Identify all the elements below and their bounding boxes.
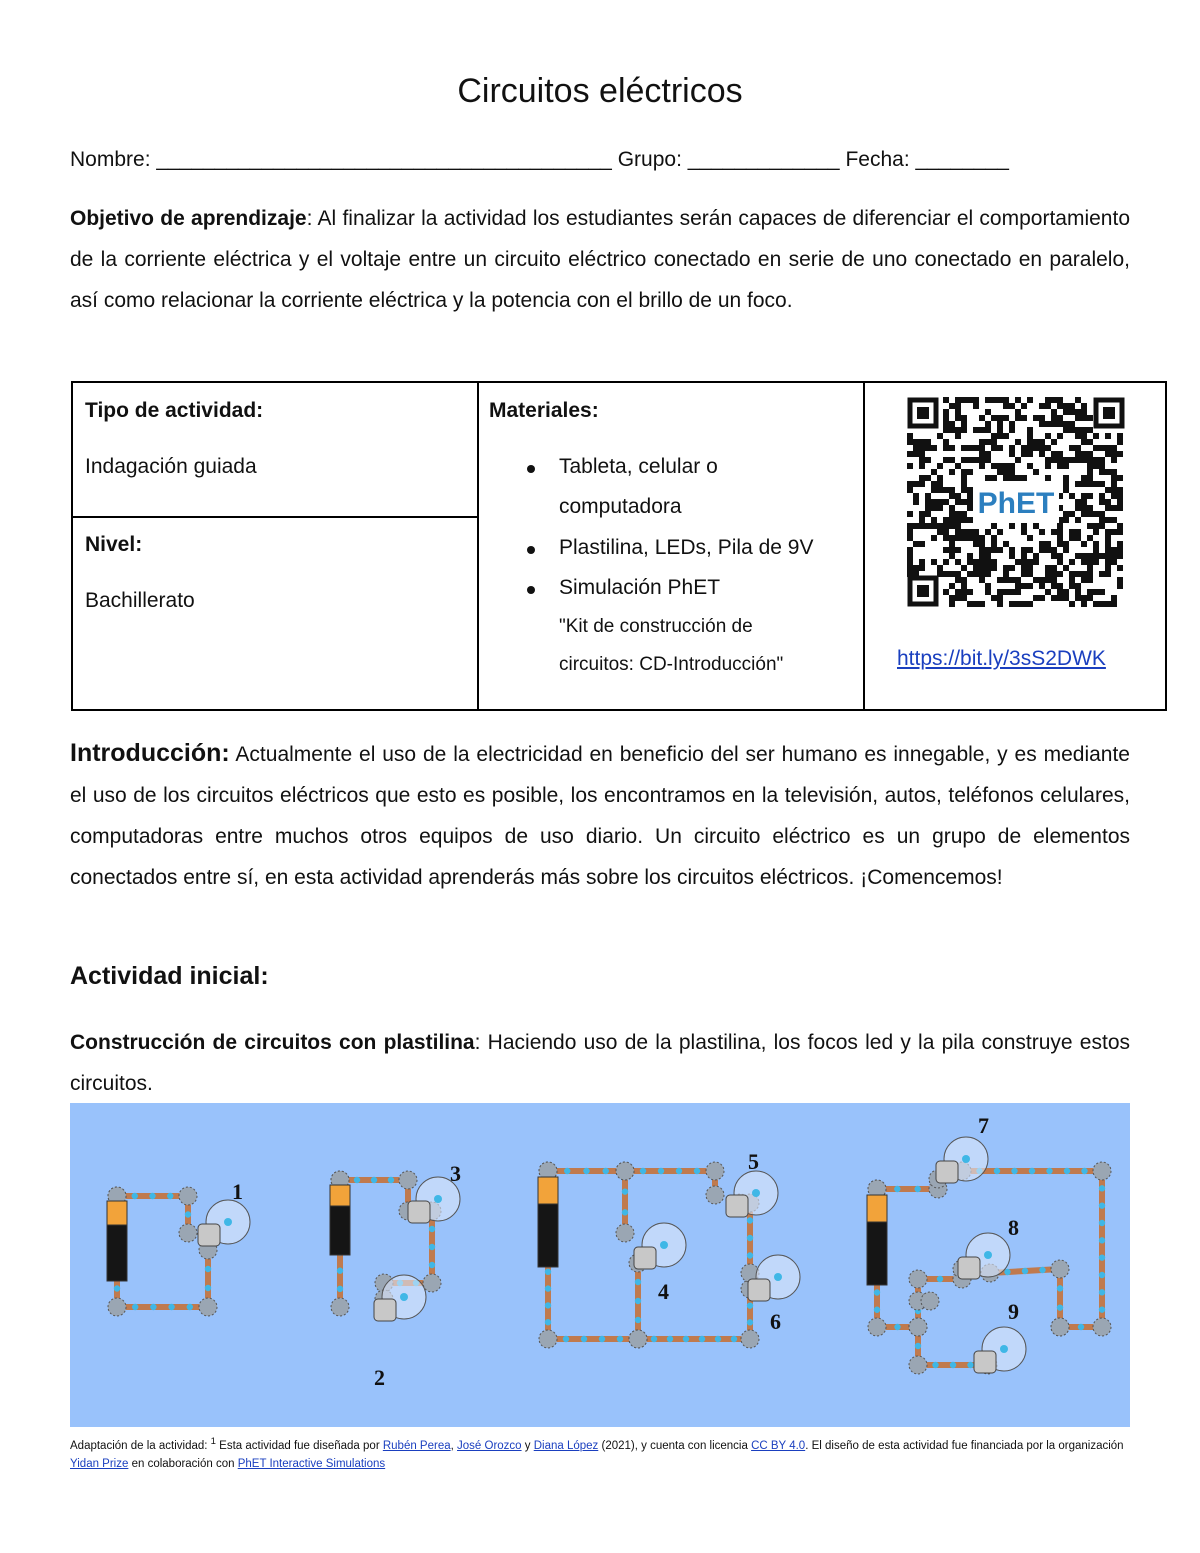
wire-bead — [1099, 1289, 1105, 1295]
junction — [909, 1356, 927, 1374]
bulb-base — [974, 1351, 996, 1373]
bulb-filament — [224, 1218, 232, 1226]
construction-label: Construcción de circuitos con plastilina — [70, 1031, 475, 1054]
wire-bead — [168, 1304, 174, 1310]
student-info-line — [70, 148, 1009, 172]
credit-text: y — [521, 1439, 534, 1452]
intro-text: Actualmente el uso de la electricidad en beneficio del ser humano es innegable, y es mediante el uso de los circuitos eléctricos que esto es posible, los encontramos en la televisión, autos, teléfonos celulares, computadoras entre muchos otros equipos de uso diario. Un circuito eléctrico es un grupo de elementos conectados entre sí, en esta actividad aprenderás más sobre los circuitos eléctricos. ¡Comencemos! — [70, 743, 1130, 889]
junction — [616, 1162, 634, 1180]
junction — [921, 1292, 939, 1310]
wire-bead — [731, 1336, 737, 1342]
group-label: Grupo: — [617, 148, 682, 171]
circuit-label: 3 — [450, 1161, 461, 1186]
bulb-base — [958, 1257, 980, 1279]
junction — [331, 1298, 349, 1316]
circuit-label: 1 — [232, 1179, 243, 1204]
author-link[interactable]: Diana López — [533, 1439, 599, 1452]
wire-bead — [967, 1362, 973, 1368]
wire-bead — [545, 1319, 551, 1325]
bulb-filament — [400, 1293, 408, 1301]
sim-name-cont: circuitos: CD-Introducción" — [559, 654, 784, 675]
wire-bead — [185, 1211, 191, 1217]
objective-label: Objetivo de aprendizaje — [70, 207, 307, 230]
battery-body — [538, 1204, 558, 1267]
construction-instructions — [70, 1022, 1130, 1104]
credit-text: , — [450, 1439, 458, 1452]
junction — [423, 1274, 441, 1292]
activity-type-column — [73, 383, 479, 709]
wire-bead — [915, 1343, 921, 1349]
wire-bead — [667, 1336, 673, 1342]
battery-cap — [107, 1201, 127, 1225]
wire-bead — [599, 1336, 605, 1342]
bulb-base — [198, 1224, 220, 1246]
name-blank[interactable]: _______________________________________ — [156, 148, 612, 171]
circuit-label: 6 — [770, 1309, 781, 1334]
date-label: Fecha: — [845, 148, 910, 171]
battery-cap — [538, 1177, 558, 1204]
wire-bead — [337, 1286, 343, 1292]
author-link[interactable]: Rubén Perea — [382, 1439, 451, 1452]
wire-bead — [545, 1285, 551, 1291]
activity-heading: Actividad inicial: — [70, 962, 269, 990]
phet-link[interactable]: PhET Interactive Simulations — [237, 1457, 386, 1470]
wire-bead — [581, 1336, 587, 1342]
bulb-filament — [434, 1195, 442, 1203]
wire-bead — [1057, 1285, 1063, 1291]
level-label: Nivel: — [85, 533, 143, 556]
circuits-illustration — [70, 1103, 1130, 1427]
circuit-label: 8 — [1008, 1215, 1019, 1240]
wire-bead — [635, 1298, 641, 1304]
wire-bead — [1099, 1185, 1105, 1191]
wire-bead — [950, 1362, 956, 1368]
objective-text: : Al finalizar la actividad los estudiantes serán capaces de diferenciar el comportamiento de la corriente eléctrica y el voltaje entre un circuito eléctrico conectado en serie de uno conectado en paralelo, así como relacionar la corriente eléctrica y la potencia con el brillo de un foco. — [70, 207, 1130, 312]
phet-logo-text: PhET — [977, 487, 1055, 520]
wire-bead — [429, 1262, 435, 1268]
wire-bead — [1099, 1306, 1105, 1312]
credit-text: (2021), y cuenta con licencia — [598, 1439, 752, 1452]
material-item-cont: computadora — [559, 495, 682, 518]
bulb-base — [726, 1195, 748, 1217]
wire-bead — [583, 1168, 589, 1174]
junction — [108, 1298, 126, 1316]
wire-bead — [603, 1168, 609, 1174]
wire-bead — [676, 1168, 682, 1174]
wire-bead — [205, 1285, 211, 1291]
wire-bead — [1099, 1254, 1105, 1260]
wire-bead — [1046, 1168, 1052, 1174]
wire-bead — [635, 1317, 641, 1323]
material-item: Tableta, celular o — [559, 455, 718, 478]
wire-bead — [1099, 1220, 1105, 1226]
wire-bead — [932, 1362, 938, 1368]
level-value: Bachillerato — [85, 589, 195, 612]
bulb-filament — [1000, 1345, 1008, 1353]
wire-bead — [187, 1304, 193, 1310]
wire-bead — [894, 1186, 900, 1192]
wire-bead — [1004, 1269, 1010, 1275]
circuit-diagrams-figure — [70, 1103, 1130, 1427]
page-title: Circuitos eléctricos — [457, 72, 743, 110]
wire-bead — [1099, 1202, 1105, 1208]
wire-bead — [1081, 1168, 1087, 1174]
footnote-mark: 1 — [210, 1436, 216, 1447]
wire-bead — [1011, 1168, 1017, 1174]
bulb-filament — [752, 1189, 760, 1197]
qr-column — [865, 383, 1165, 709]
license-link[interactable]: CC BY 4.0 — [751, 1439, 806, 1452]
activity-credit — [70, 1433, 1140, 1473]
wire-bead — [747, 1302, 753, 1308]
bulb-filament — [660, 1241, 668, 1249]
activity-type-label: Tipo de actividad: — [85, 399, 264, 422]
wire-bead — [564, 1168, 570, 1174]
junction — [706, 1162, 724, 1180]
wire-bead — [132, 1304, 138, 1310]
junction — [741, 1330, 759, 1348]
bulb-base — [408, 1201, 430, 1223]
bullet-icon — [527, 586, 535, 594]
wire-bead — [545, 1269, 551, 1275]
junction — [179, 1187, 197, 1205]
junction — [629, 1330, 647, 1348]
wire-bead — [1099, 1272, 1105, 1278]
date-blank[interactable]: ________ — [915, 148, 1009, 171]
material-item: Simulación PhET — [559, 576, 721, 599]
group-blank[interactable]: _____________ — [687, 148, 840, 171]
circuit-label: 2 — [374, 1365, 385, 1390]
junction — [1051, 1260, 1069, 1278]
bulb-base — [374, 1299, 396, 1321]
wire-bead — [747, 1319, 753, 1325]
wire-bead — [747, 1252, 753, 1258]
battery-cap — [330, 1185, 350, 1206]
wire-bead — [894, 1324, 900, 1330]
wire-bead — [205, 1266, 211, 1272]
credit-text: . El diseño de esta actividad fue financiada por la organización — [805, 1439, 1124, 1452]
battery-body — [107, 1225, 127, 1281]
wire-bead — [622, 1209, 628, 1215]
junction — [1093, 1318, 1111, 1336]
wire-bead — [167, 1193, 173, 1199]
wire-bead — [1099, 1237, 1105, 1243]
battery-cap — [867, 1195, 887, 1222]
activity-info-table — [71, 381, 1167, 711]
wire-bead — [874, 1307, 880, 1313]
name-label: Nombre: — [70, 148, 151, 171]
simulation-link[interactable]: https://bit.ly/3sS2DWK — [897, 647, 1106, 670]
battery-body — [330, 1206, 350, 1255]
wire-bead — [1022, 1268, 1028, 1274]
wire-bead — [388, 1177, 394, 1183]
junction — [399, 1171, 417, 1189]
wire-bead — [747, 1217, 753, 1223]
bullet-icon — [527, 546, 535, 554]
wire-bead — [694, 1168, 700, 1174]
bulb-base — [634, 1247, 656, 1269]
wire-bead — [914, 1186, 920, 1192]
junction — [539, 1330, 557, 1348]
junction — [868, 1318, 886, 1336]
bulb-base — [936, 1161, 958, 1183]
junction — [909, 1318, 927, 1336]
intro-heading: Introducción: — [70, 739, 230, 767]
wire-bead — [1057, 1304, 1063, 1310]
junction — [179, 1224, 197, 1242]
qr-code-icon[interactable] — [907, 397, 1125, 607]
wire-bead — [114, 1285, 120, 1291]
sponsor-link[interactable]: Yidan Prize — [70, 1457, 129, 1470]
bulb-filament — [774, 1273, 782, 1281]
circuit-label: 9 — [1008, 1299, 1019, 1324]
junction — [1093, 1162, 1111, 1180]
circuit-label: 5 — [748, 1149, 759, 1174]
junction — [706, 1186, 724, 1204]
wire-bead — [1029, 1168, 1035, 1174]
wire-bead — [1064, 1168, 1070, 1174]
junction — [909, 1270, 927, 1288]
wire-bead — [747, 1235, 753, 1241]
wire-bead — [1078, 1324, 1084, 1330]
circuit-label: 4 — [658, 1279, 669, 1304]
credit-text: en colaboración con — [128, 1457, 238, 1470]
bullet-icon — [527, 465, 535, 473]
junction — [1051, 1318, 1069, 1336]
circuit-label: 7 — [978, 1113, 989, 1138]
wire-bead — [937, 1276, 943, 1282]
battery-body — [867, 1222, 887, 1285]
materials-label: Materiales: — [489, 399, 599, 422]
wire-bead — [622, 1188, 628, 1194]
junction — [199, 1298, 217, 1316]
cell-divider — [73, 516, 477, 518]
materials-column — [479, 383, 865, 709]
wire-bead — [337, 1268, 343, 1274]
wire-bead — [658, 1168, 664, 1174]
material-item: Plastilina, LEDs, Pila de 9V — [559, 536, 814, 559]
wire-bead — [563, 1336, 569, 1342]
wire-bead — [651, 1336, 657, 1342]
wire-bead — [640, 1168, 646, 1174]
wire-bead — [354, 1177, 360, 1183]
wire-bead — [132, 1193, 138, 1199]
construction-text: : Haciendo uso de la plastilina, los focos led y la pila construye estos circuitos. — [70, 1031, 1130, 1095]
wire-bead — [617, 1336, 623, 1342]
wire-bead — [371, 1177, 377, 1183]
wire-bead — [545, 1302, 551, 1308]
bulb-filament — [984, 1251, 992, 1259]
wire-bead — [149, 1193, 155, 1199]
wire-bead — [150, 1304, 156, 1310]
wire-bead — [683, 1336, 689, 1342]
learning-objective — [70, 198, 1130, 321]
credit-text: Esta actividad fue diseñada por — [215, 1439, 383, 1452]
wire-bead — [715, 1336, 721, 1342]
wire-bead — [635, 1279, 641, 1285]
bulb-base — [748, 1279, 770, 1301]
wire-bead — [429, 1244, 435, 1250]
wire-bead — [874, 1289, 880, 1295]
sim-name: "Kit de construcción de — [559, 616, 753, 637]
junction — [616, 1224, 634, 1242]
credit-text: Adaptación de la actividad: — [70, 1439, 211, 1452]
wire-bead — [699, 1336, 705, 1342]
author-link[interactable]: José Orozco — [457, 1439, 522, 1452]
wire-bead — [994, 1168, 1000, 1174]
wire-bead — [1039, 1267, 1045, 1273]
introduction — [70, 733, 1130, 898]
wire-bead — [429, 1226, 435, 1232]
activity-type-value: Indagación guiada — [85, 455, 257, 478]
bulb-filament — [962, 1155, 970, 1163]
